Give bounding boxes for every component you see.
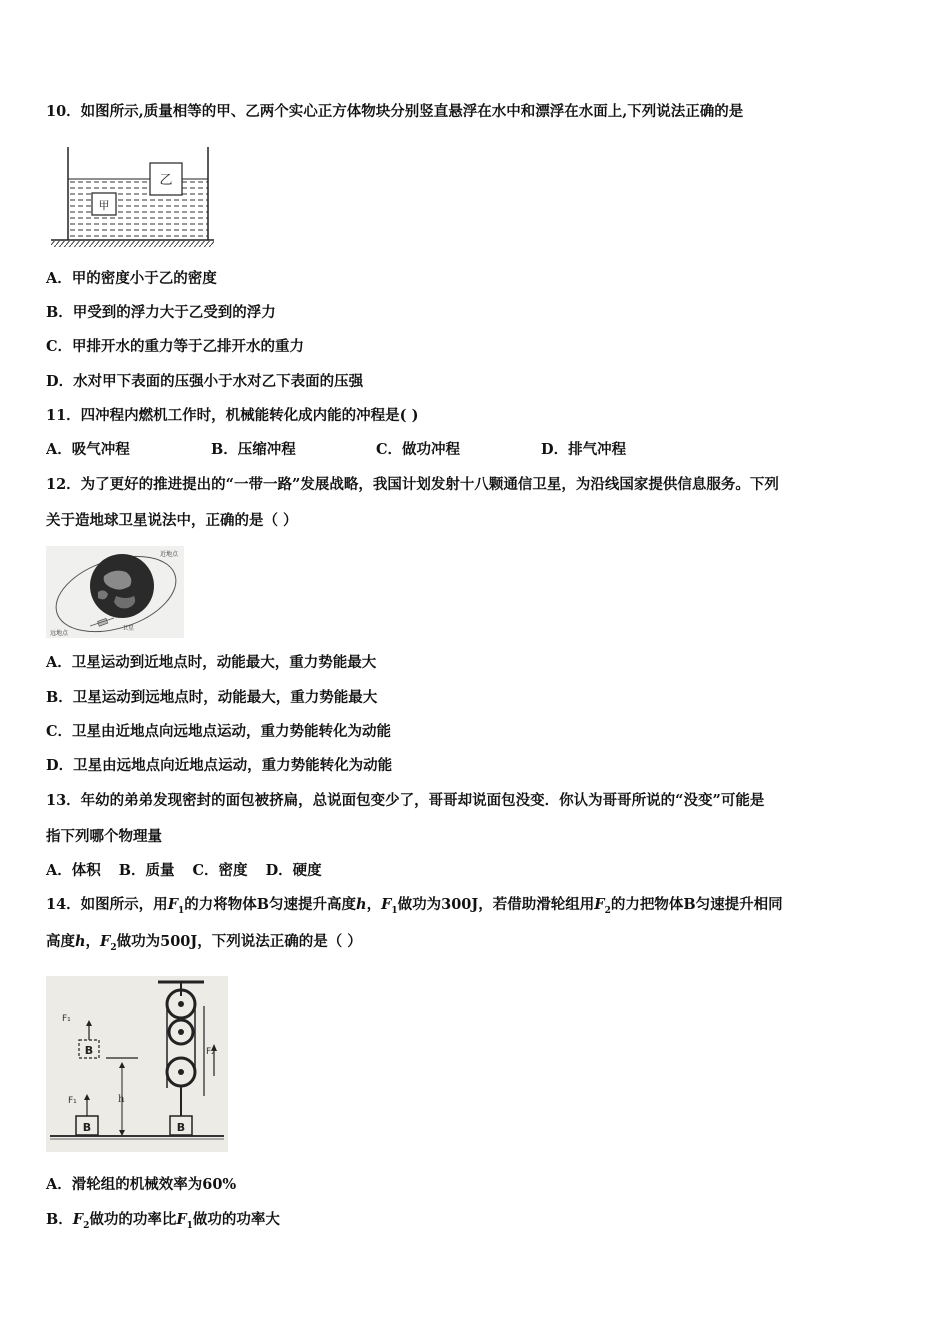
q13-option-b: B．质量 bbox=[118, 862, 175, 879]
q13-option-c: C．密度 bbox=[192, 862, 248, 879]
block-jia-label: 甲 bbox=[98, 199, 110, 212]
water bbox=[68, 179, 208, 239]
perigee-label: 近地点 bbox=[160, 551, 179, 558]
q14-stem-line1: 14．如图所示，用$F_1$的力将物体B匀速提升高度h，$F_1$做功为300J，若借助滑轮组用$F_2$的力把物体B匀速提升相同 bbox=[46, 896, 783, 916]
q12-option-c: C．卫星由近地点向远地点运动，重力势能转化为动能 bbox=[46, 723, 392, 740]
f1-upper-label: F₁ bbox=[62, 1014, 71, 1024]
q14-option-b: B．$F_2$做功的功率比$F_1$做功的功率大 bbox=[46, 1211, 280, 1231]
q10-stem: 10．如图所示,质量相等的甲、乙两个实心正方体物块分别竖直悬浮在水中和漂浮在水面上,下列说法正确的是 bbox=[46, 103, 744, 120]
q10-option-d: D．水对甲下表面的压强小于水对乙下表面的压强 bbox=[46, 373, 364, 390]
q11-option-a: A．吸气冲程 bbox=[46, 441, 130, 458]
apogee-label: 远地点 bbox=[50, 630, 69, 637]
q14-stem-line2: 高度h，$F_2$做功为500J，下列说法正确的是（ ） bbox=[46, 933, 362, 953]
q13-option-a: A．体积 bbox=[46, 862, 101, 879]
arrow-up-icon bbox=[84, 1094, 90, 1100]
q10-figure-svg bbox=[46, 143, 216, 248]
q11-option-c: C．做功冲程 bbox=[376, 441, 461, 458]
q10-option-c: C．甲排开水的重力等于乙排开水的重力 bbox=[46, 338, 305, 355]
q11-option-b: B．压缩冲程 bbox=[211, 441, 296, 458]
q12-figure bbox=[46, 546, 184, 638]
height-label: h bbox=[118, 1094, 125, 1105]
q12-option-d: D．卫星由远地点向近地点运动，重力势能转化为动能 bbox=[46, 757, 393, 774]
satellite-icon bbox=[98, 618, 108, 626]
arrow-up-icon bbox=[119, 1062, 125, 1068]
q10-option-a: A．甲的密度小于乙的密度 bbox=[46, 270, 217, 287]
block-b-ground-label: B bbox=[82, 1121, 92, 1134]
q12-option-a: A．卫星运动到近地点时，动能最大，重力势能最大 bbox=[46, 654, 377, 671]
q14-figure-svg bbox=[46, 976, 228, 1152]
block-yi-label: 乙 bbox=[159, 173, 173, 188]
block-b-pulley-label: B bbox=[176, 1121, 186, 1134]
q12-stem-line1: 12．为了更好的推进提出的“一带一路”发展战略，我国计划发射十八颗通信卫星，为沿线国家提供信息服务。下列 bbox=[46, 476, 779, 493]
f1-lower-label: F₁ bbox=[68, 1096, 77, 1106]
q12-stem-line2: 关于造地球卫星说法中，正确的是（ ） bbox=[46, 512, 298, 529]
q13-option-d: D．硬度 bbox=[265, 862, 322, 879]
q10-figure bbox=[46, 143, 216, 248]
satellite-label: 卫星 bbox=[122, 625, 135, 632]
q10-option-b: B．甲受到的浮力大于乙受到的浮力 bbox=[46, 304, 276, 321]
q14-figure bbox=[46, 976, 228, 1152]
q13-options bbox=[46, 861, 322, 881]
q13-stem-line1: 13．年幼的弟弟发现密封的面包被挤扁，总说面包变少了，哥哥却说面包没变．你认为哥哥所说的“没变”可能是 bbox=[46, 792, 765, 809]
q13-stem-line2: 指下列哪个物理量 bbox=[46, 828, 162, 845]
q14-option-a: A．滑轮组的机械效率为60% bbox=[46, 1176, 237, 1193]
f2-label: F₂ bbox=[206, 1047, 215, 1057]
q11-option-d: D．排气冲程 bbox=[541, 441, 627, 458]
block-b-raised-label: B bbox=[84, 1044, 94, 1057]
arrow-up-icon bbox=[86, 1020, 92, 1026]
q11-stem: 11．四冲程内燃机工作时，机械能转化成内能的冲程是( ) bbox=[46, 407, 419, 424]
q12-figure-svg bbox=[46, 546, 184, 638]
q11-options bbox=[46, 440, 626, 460]
q12-option-b: B．卫星运动到远地点时，动能最大，重力势能最大 bbox=[46, 689, 378, 706]
